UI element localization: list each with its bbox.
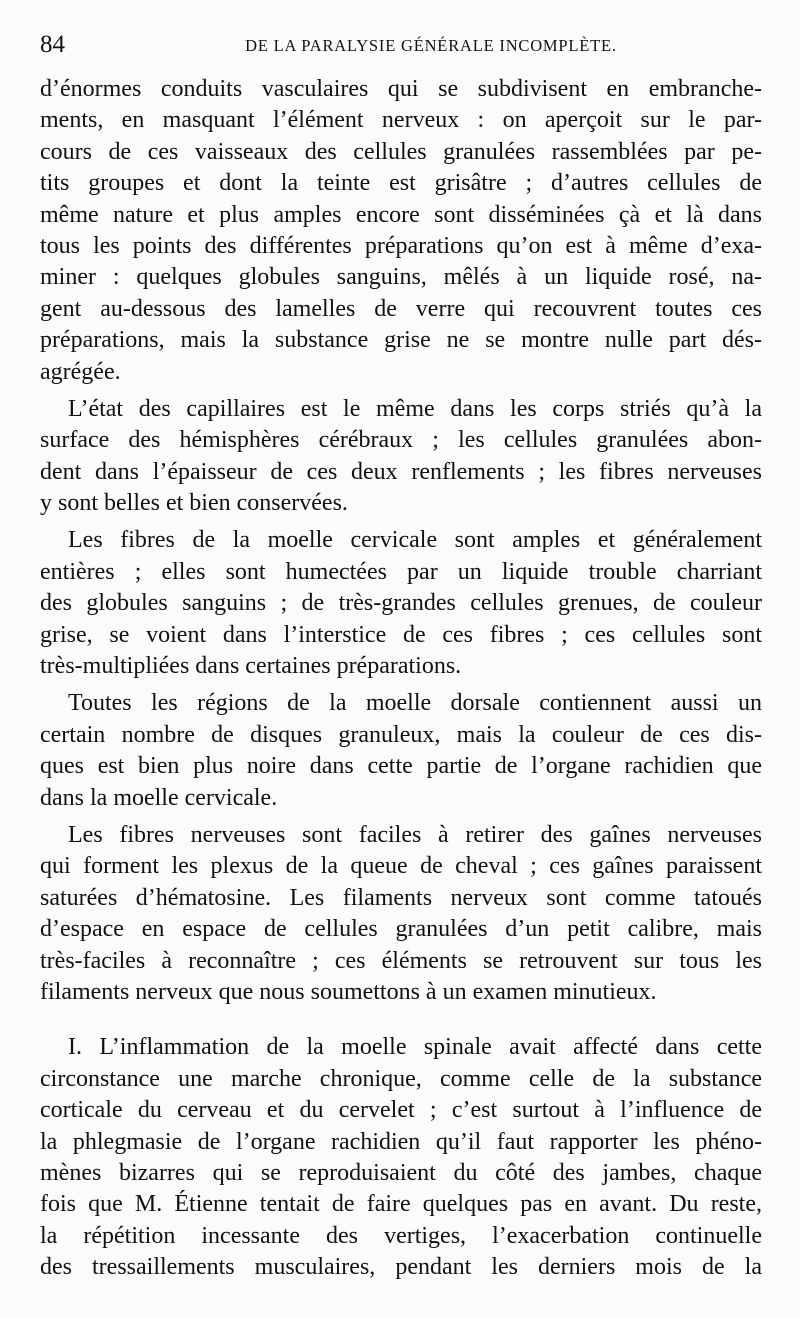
text-line: dans la moelle cervicale. (40, 784, 278, 811)
paragraph (40, 820, 762, 1008)
text-line: mènes bizarres qui se reproduisaient du côté des jambes, chaque (40, 1159, 762, 1186)
text-line: dent dans l’épaisseur de ces deux renflements ; les fibres nerveuses (40, 458, 762, 485)
text-line: gent au-dessous des lamelles de verre qui recouvrent toutes ces (40, 295, 762, 322)
text-line: fois que M. Étienne tentait de faire quelques pas en avant. Du reste, (40, 1191, 762, 1218)
text-line: grise, se voient dans l’interstice de ces fibres ; ces cellules sont (40, 621, 762, 648)
text-line: tits groupes et dont la teinte est grisâtre ; d’autres cellules de (40, 170, 762, 197)
text-line: préparations, mais la substance grise ne se montre nulle part dés- (40, 327, 762, 354)
text-line: cours de ces vaisseaux des cellules granulées rassemblées par pe- (40, 138, 762, 165)
text-line: ments, en masquant l’élément nerveux : on aperçoit sur le par- (40, 107, 762, 134)
text-line: la phlegmasie de l’organe rachidien qu’il faut rapporter les phéno- (40, 1128, 762, 1155)
paragraph (40, 394, 762, 520)
text-line: surface des hémisphères cérébraux ; les cellules granulées abon- (40, 427, 762, 454)
text-line: saturées d’hématosine. Les filaments nerveux sont comme tatoués (40, 884, 762, 911)
text-line: des tressaillements musculaires, pendant les derniers mois de la (40, 1254, 762, 1281)
text-line: corticale du cerveau et du cervelet ; c’est surtout à l’influence de (40, 1097, 762, 1124)
paragraph (40, 688, 762, 814)
text-line: I. L’inflammation de la moelle spinale avait affecté dans cette (68, 1034, 762, 1061)
text-line: y sont belles et bien conservées. (40, 490, 348, 517)
text-line: d’énormes conduits vasculaires qui se subdivisent en embranche- (40, 76, 762, 102)
text-line: ques est bien plus noire dans cette partie de l’organe rachidien que (40, 753, 762, 780)
text-line: filaments nerveux que nous soumettons à un examen minutieux. (40, 978, 657, 1005)
text-line: certain nombre de disques granuleux, mais la couleur de ces dis- (40, 721, 762, 748)
text-line: circonstance une marche chronique, comme celle de la substance (40, 1065, 762, 1092)
section-break (40, 1008, 762, 1032)
text-line: très-faciles à reconnaître ; ces éléments se retrouvent sur tous les (40, 947, 762, 974)
text-line: miner : quelques globules sanguins, mêlés à un liquide rosé, na- (40, 264, 762, 291)
running-title: DE LA PARALYSIE GÉNÉRALE INCOMPLÈTE. (245, 36, 617, 55)
text-line: d’espace en espace de cellules granulées d’un petit calibre, mais (40, 916, 762, 943)
text-line: même nature et plus amples encore sont disséminées çà et là dans (40, 201, 762, 228)
text-line: des globules sanguins ; de très-grandes cellules grenues, de couleur (40, 590, 762, 617)
paragraph (40, 525, 762, 682)
body-text (40, 74, 762, 1283)
text-line: la répétition incessante des vertiges, l’exacerbation continuelle (40, 1222, 762, 1249)
text-line: Les fibres nerveuses sont faciles à retirer des gaînes nerveuses (68, 821, 762, 848)
paragraph (40, 1032, 762, 1283)
text-line: très-multipliées dans certaines préparations. (40, 653, 462, 680)
page-header (40, 30, 762, 64)
text-line: L’état des capillaires est le même dans les corps striés qu’à la (68, 395, 762, 422)
text-line: agrégée. (40, 358, 121, 385)
text-line: qui forment les plexus de la queue de cheval ; ces gaînes paraissent (40, 853, 762, 880)
text-line: Toutes les régions de la moelle dorsale contiennent aussi un (68, 690, 762, 717)
paragraph (40, 74, 762, 388)
text-line: Les fibres de la moelle cervicale sont amples et généralement (68, 527, 762, 554)
text-line: entières ; elles sont humectées par un liquide trouble charriant (40, 558, 762, 585)
page-number: 84 (40, 31, 65, 58)
text-line: tous les points des différentes préparations qu’on est à même d’exa- (40, 232, 762, 259)
